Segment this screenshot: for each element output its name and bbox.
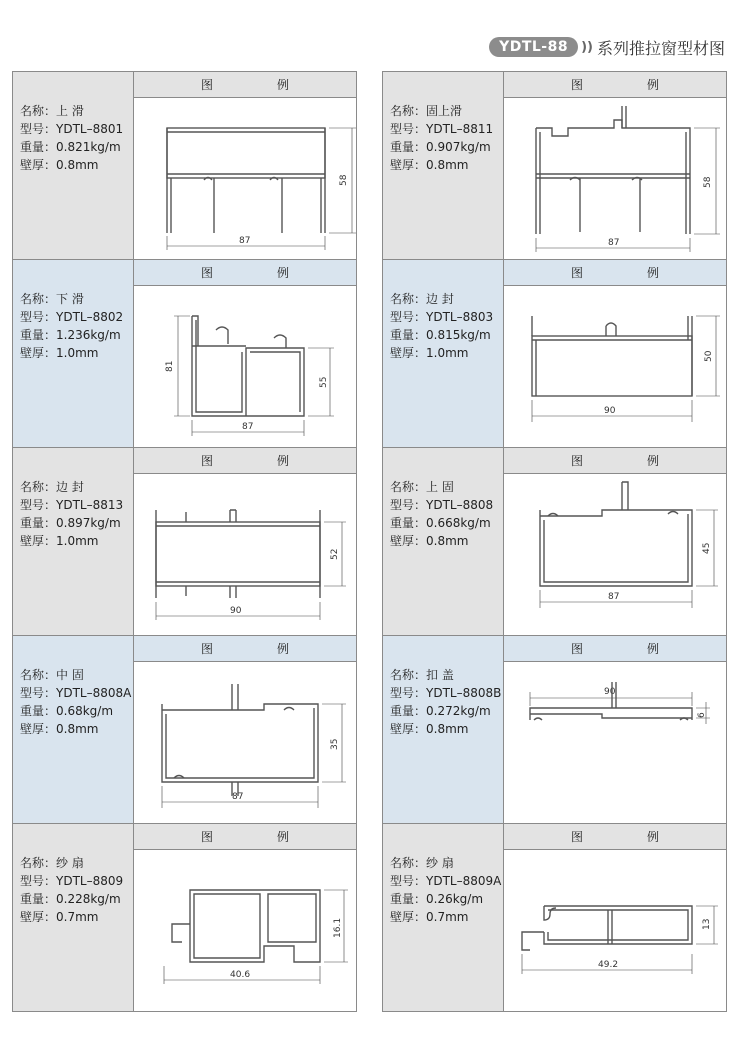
profile-model: 型号：YDTL–8801 [20, 122, 124, 136]
profile-model: 型号：YDTL–8808B [390, 686, 502, 700]
profile-model: 型号：YDTL–8811 [390, 122, 494, 136]
profile-model: 型号：YDTL–8809 [20, 874, 124, 888]
profile-diagram-8808B [504, 662, 728, 824]
profile-cell-8808 [382, 447, 727, 636]
dim-width: 49.2 [598, 960, 619, 970]
profile-drawing [133, 850, 356, 1011]
profile-drawing [503, 98, 726, 259]
profile-weight: 重量：0.228kg/m [20, 892, 121, 906]
profile-name: 名称：扣 盖 [390, 668, 454, 682]
profile-weight: 重量：0.68kg/m [20, 704, 114, 718]
profile-info [390, 102, 508, 174]
profile-diagram-8809 [134, 850, 358, 1012]
profile-cell-8802 [12, 259, 357, 448]
profile-diagram-8811 [504, 98, 728, 260]
profile-drawing [133, 98, 356, 259]
dim-width: 40.6 [230, 970, 251, 980]
profile-info [390, 854, 508, 926]
dim-width: 87 [608, 238, 620, 248]
profile-name: 名称：上 固 [390, 480, 454, 494]
legend-header: 图 例 [503, 72, 726, 98]
dim-height: 58 [339, 174, 349, 186]
dim-height: 58 [703, 176, 713, 188]
profile-info [20, 102, 138, 174]
profile-info [20, 666, 138, 738]
dim-height-inner: 55 [319, 376, 329, 388]
profile-drawing [133, 474, 356, 635]
dim-height: 13 [702, 918, 712, 930]
dim-width: 90 [230, 606, 242, 616]
dim-height-outer: 81 [165, 360, 175, 372]
dim-width: 87 [242, 422, 254, 432]
legend-header: 图 例 [503, 824, 726, 850]
page-header [489, 34, 725, 60]
page-title: 系列推拉窗型材图 [596, 38, 725, 58]
profile-name: 名称：上 滑 [20, 104, 84, 118]
profile-model: 型号：YDTL–8808 [390, 498, 494, 512]
profile-info [390, 666, 508, 738]
profile-diagram-8802 [134, 286, 358, 448]
profile-cell-8809 [12, 823, 357, 1012]
profile-name: 名称：纱 扇 [390, 856, 454, 870]
profile-thickness: 壁厚：0.8mm [390, 722, 469, 736]
dim-height: 16.1 [333, 917, 343, 938]
dim-height: 45 [702, 542, 712, 554]
right-column [382, 72, 727, 1012]
dim-width: 87 [608, 592, 620, 602]
profile-thickness: 壁厚：1.0mm [20, 534, 99, 548]
dim-height: 6 [697, 712, 707, 718]
profile-info [20, 478, 138, 550]
profile-cell-8808B [382, 635, 727, 824]
profile-weight: 重量：0.815kg/m [390, 328, 491, 342]
profile-weight: 重量：0.897kg/m [20, 516, 121, 530]
profile-weight: 重量：0.26kg/m [390, 892, 484, 906]
legend-header: 图 例 [133, 824, 356, 850]
dim-width: 87 [232, 792, 244, 802]
legend-header: 图 例 [503, 260, 726, 286]
profile-name: 名称：边 封 [390, 292, 454, 306]
profile-thickness: 壁厚：1.0mm [390, 346, 469, 360]
profile-cell-8808A [12, 635, 357, 824]
profile-thickness: 壁厚：0.8mm [20, 722, 99, 736]
profile-thickness: 壁厚：0.7mm [20, 910, 99, 924]
profile-cell-8809A [382, 823, 727, 1012]
profile-name: 名称：边 封 [20, 480, 84, 494]
profile-drawing [133, 662, 356, 823]
profile-cell-8813 [12, 447, 357, 636]
dim-width: 87 [239, 236, 251, 246]
chevron-icon: )) [581, 39, 593, 55]
profile-thickness: 壁厚：0.7mm [390, 910, 469, 924]
profile-weight: 重量：0.907kg/m [390, 140, 491, 154]
legend-header: 图 例 [503, 636, 726, 662]
profile-weight: 重量：0.821kg/m [20, 140, 121, 154]
profile-thickness: 壁厚：1.0mm [20, 346, 99, 360]
profile-diagram-8801 [134, 98, 358, 260]
profile-info [20, 854, 138, 926]
profile-name: 名称：中 固 [20, 668, 84, 682]
profile-diagram-8808 [504, 474, 728, 636]
profile-model: 型号：YDTL–8802 [20, 310, 124, 324]
profile-diagram-8808A [134, 662, 358, 824]
profile-cell-8803 [382, 259, 727, 448]
profile-model: 型号：YDTL–8808A [20, 686, 132, 700]
profile-drawing [503, 474, 726, 635]
profile-info [390, 290, 508, 362]
profile-weight: 重量：1.236kg/m [20, 328, 121, 342]
profile-model: 型号：YDTL–8809A [390, 874, 502, 888]
dim-height: 50 [704, 350, 714, 362]
profile-diagram-8809A [504, 850, 728, 1012]
dim-width: 90 [604, 406, 616, 416]
profile-model: 型号：YDTL–8803 [390, 310, 494, 324]
legend-header: 图 例 [133, 448, 356, 474]
profile-info [390, 478, 508, 550]
profile-drawing [133, 286, 356, 447]
profile-name: 名称：固上滑 [390, 104, 463, 118]
dim-height: 52 [330, 548, 340, 560]
profile-name: 名称：下 滑 [20, 292, 84, 306]
legend-header: 图 例 [133, 636, 356, 662]
profile-drawing [503, 286, 726, 447]
series-badge: YDTL-88 [489, 37, 578, 57]
profile-model: 型号：YDTL–8813 [20, 498, 124, 512]
legend-header: 图 例 [503, 448, 726, 474]
profile-thickness: 壁厚：0.8mm [20, 158, 99, 172]
legend-header: 图 例 [133, 72, 356, 98]
profile-name: 名称：纱 扇 [20, 856, 84, 870]
dim-width: 90 [604, 687, 616, 697]
profile-weight: 重量：0.272kg/m [390, 704, 491, 718]
profile-diagram-8803 [504, 286, 728, 448]
profile-drawing [503, 662, 726, 823]
profile-cell-8811 [382, 71, 727, 260]
profile-weight: 重量：0.668kg/m [390, 516, 491, 530]
legend-header: 图 例 [133, 260, 356, 286]
profile-thickness: 壁厚：0.8mm [390, 158, 469, 172]
profile-drawing [503, 850, 726, 1011]
profile-cell-8801 [12, 71, 357, 260]
dim-height: 35 [330, 738, 340, 750]
profile-thickness: 壁厚：0.8mm [390, 534, 469, 548]
profile-diagram-8813 [134, 474, 358, 636]
left-column [12, 72, 357, 1012]
profile-info [20, 290, 138, 362]
